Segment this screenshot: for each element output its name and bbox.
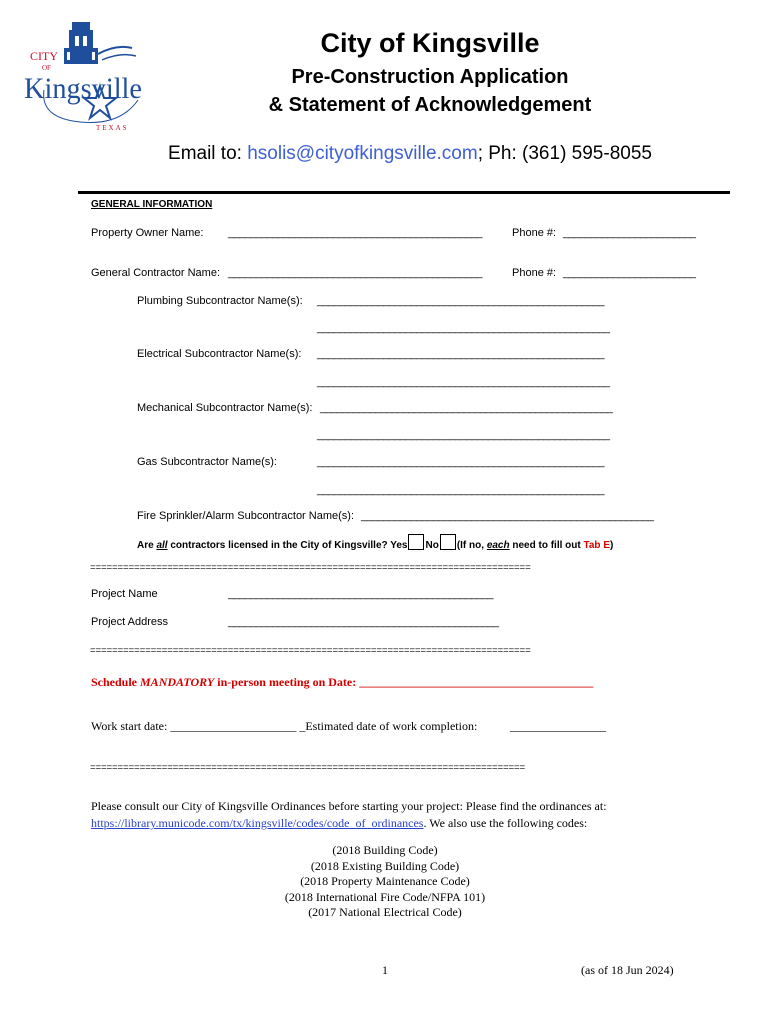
logo-name-text: Kingsville xyxy=(24,72,142,105)
code-item: (2018 Existing Building Code) xyxy=(310,858,460,873)
plumbing-label: Plumbing Subcontractor Name(s): xyxy=(137,295,303,307)
owner-name-field[interactable]: ______________________________________________ xyxy=(228,227,482,239)
separator-1: ================================================================================ xyxy=(90,562,531,573)
mechanical-label: Mechanical Subcontractor Name(s): xyxy=(137,402,313,414)
completion-field[interactable]: ________________ xyxy=(510,719,606,733)
fire-label: Fire Sprinkler/Alarm Subcontractor Name(s): xyxy=(137,510,355,522)
ordinance-url-link[interactable]: https://library.municode.com/tx/kingsville/codes/code_of_ordinances xyxy=(91,816,424,830)
contractor-phone-field[interactable]: ________________________ xyxy=(563,267,696,279)
electrical-label: Electrical Subcontractor Name(s): xyxy=(137,348,302,360)
owner-phone-field[interactable]: ________________________ xyxy=(563,227,696,239)
schedule-pre: Schedule xyxy=(91,675,141,689)
separator-3: =============================================================================== xyxy=(90,762,526,773)
electrical-field-2[interactable]: _____________________________________________________ xyxy=(317,376,610,388)
form-subtitle-line2: & Statement of Acknowledgement xyxy=(268,94,592,116)
work-dates xyxy=(91,719,477,734)
completion-label: _Estimated date of work completion: xyxy=(296,719,478,733)
gas-field-1[interactable]: ____________________________________________________ xyxy=(317,456,604,468)
no-checkbox[interactable] xyxy=(440,534,456,550)
code-item: (2017 National Electrical Code) xyxy=(308,905,462,919)
code-item: (2018 International Fire Code/NFPA 101) xyxy=(284,889,486,904)
licensed-q-pre: Are xyxy=(137,540,157,551)
gas-label: Gas Subcontractor Name(s): xyxy=(137,456,277,468)
email-link[interactable]: hsolis@cityofkingsville.com xyxy=(247,143,478,164)
code-list xyxy=(180,843,590,921)
work-start-field[interactable]: _____________________ xyxy=(170,719,297,733)
meeting-date-field[interactable]: _______________________________________ xyxy=(359,675,594,689)
revision-date: (as of 18 Jun 2024) xyxy=(581,963,674,977)
licensed-note-mid: need to fill out xyxy=(509,540,584,551)
owner-phone-label: Phone #: xyxy=(512,227,557,239)
project-name-field[interactable]: ________________________________________________ xyxy=(228,588,493,600)
code-item: (2018 Property Maintenance Code) xyxy=(300,874,470,888)
licensed-note-each: each xyxy=(486,540,510,551)
logo-state-text: TEXAS xyxy=(96,124,129,132)
email-prefix: Email to: xyxy=(168,143,248,164)
page-number: 1 xyxy=(382,963,388,977)
licensed-q-all: all xyxy=(156,540,168,551)
ordinance-line-2 xyxy=(91,816,587,831)
general-info-heading: GENERAL INFORMATION xyxy=(91,199,213,210)
gas-field-2[interactable]: ____________________________________________________ xyxy=(317,484,604,496)
electrical-field-1[interactable]: ____________________________________________________ xyxy=(317,348,604,360)
mechanical-field-1[interactable]: _____________________________________________________ xyxy=(320,402,613,414)
fire-field[interactable]: _____________________________________________________ xyxy=(361,510,654,522)
phone-text: ; Ph: (361) 595-8055 xyxy=(477,143,652,164)
contractor-name-field[interactable]: ______________________________________________ xyxy=(228,267,482,279)
logo-of-text: OF xyxy=(42,64,51,72)
project-address-field[interactable]: _________________________________________________ xyxy=(228,616,499,628)
header-rule xyxy=(78,191,730,194)
ordinance-line-2-suffix: . We also use the following codes: xyxy=(423,816,588,830)
contact-line xyxy=(50,143,770,165)
separator-2: ================================================================================ xyxy=(90,645,531,656)
contractor-label: General Contractor Name: xyxy=(91,267,220,279)
schedule-meeting xyxy=(91,675,593,690)
no-label: No xyxy=(425,540,439,551)
licensed-question xyxy=(137,534,613,551)
yes-checkbox[interactable] xyxy=(408,534,424,550)
ordinance-line-1: Please consult our City of Kingsville Ordinances before starting your project: Please find the ordinances at: xyxy=(91,799,607,813)
plumbing-field-1[interactable]: ____________________________________________________ xyxy=(317,295,604,307)
owner-label: Property Owner Name: xyxy=(91,227,204,239)
contractor-phone-label: Phone #: xyxy=(512,267,557,279)
tab-e-reference: Tab E xyxy=(583,540,610,551)
project-name-label: Project Name xyxy=(91,588,158,600)
work-start-label: Work start date: xyxy=(91,719,171,733)
schedule-post: in-person meeting on Date: xyxy=(214,675,360,689)
code-item: (2018 Building Code) xyxy=(332,843,438,857)
licensed-note-pre: (If no, xyxy=(456,540,487,551)
project-address-label: Project Address xyxy=(91,616,169,628)
logo-city-text: CITY xyxy=(30,49,58,63)
page-title: City of Kingsville xyxy=(320,28,540,58)
city-logo xyxy=(20,18,148,136)
licensed-q-post: contractors licensed in the City of Kingsville? Yes xyxy=(167,540,408,551)
mechanical-field-2[interactable]: _____________________________________________________ xyxy=(317,429,610,441)
licensed-note-end: ) xyxy=(609,540,614,551)
form-subtitle-line1: Pre-Construction Application xyxy=(291,66,569,88)
plumbing-field-2[interactable]: _____________________________________________________ xyxy=(317,322,610,334)
schedule-mandatory: MANDATORY xyxy=(140,675,215,689)
